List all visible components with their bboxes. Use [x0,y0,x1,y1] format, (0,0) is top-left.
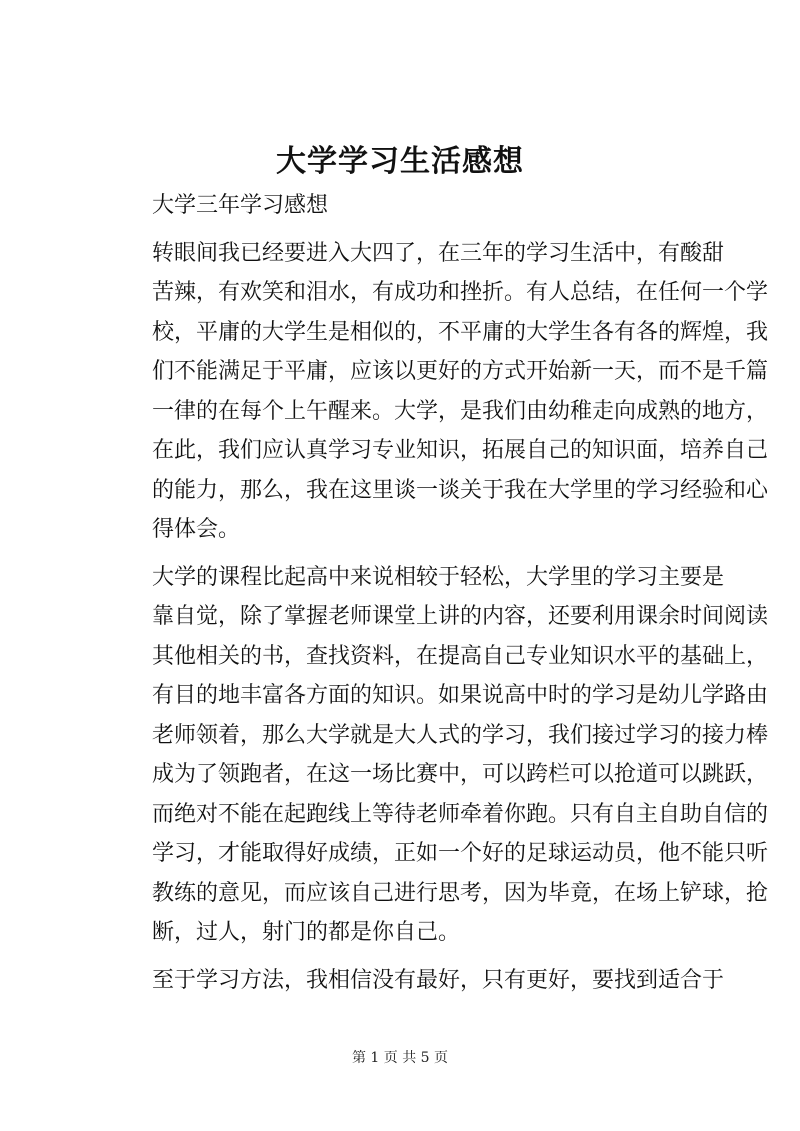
paragraph-2 [108,558,769,953]
page-footer: 第 1 页 共 5 页 [351,1050,449,1066]
paragraph-3 [108,961,725,1001]
text-line: 教练的意见，而应该自己进行思考，因为毕竟，在场上铲球，抢 [152,880,769,906]
text-line: 得体会。 [152,517,241,542]
text-line: 一律的在每个上午醒来。大学，是我们由幼稚走向成熟的地方， [152,398,769,424]
page-title: 大学学习生活感想 [276,144,524,179]
text-line: 至于学习方法，我相信没有最好，只有更好，要找到适合于 [152,967,725,993]
text-line: 在此，我们应认真学习专业知识，拓展自己的知识面，培养自己 [152,438,769,463]
text-line: 的能力，那么，我在这里谈一谈关于我在大学里的学习经验和心 [152,477,769,503]
text-line: 而绝对不能在起跑线上等待老师牵着你跑。只有自主自助自信的 [152,801,769,827]
text-line: 转眼间我已经要进入大四了，在三年的学习生活中，有酸甜 [152,240,725,266]
text-line: 老师领着，那么大学就是大人式的学习，我们接过学习的接力棒 [152,722,769,748]
document-body [108,186,769,1000]
text-line: 苦辣，有欢笑和泪水，有成功和挫折。有人总结，在任何一个学 [152,280,769,305]
text-line: 靠自觉，除了掌握老师课堂上讲的内容，还要利用课余时间阅读 [152,604,769,629]
text-line: 有目的地丰富各方面的知识。如果说高中时的学习是幼儿学路由 [152,683,769,708]
subtitle [108,186,708,226]
text-line: 大学的课程比起高中来说相较于轻松，大学里的学习主要是 [152,564,725,590]
text-line: 学习，才能取得好成绩，正如一个好的足球运动员，他不能只听 [152,841,769,866]
text-line: 们不能满足于平庸，应该以更好的方式开始新一天，而不是千篇 [152,359,769,384]
text-line: 断，过人，射门的都是你自己。 [152,920,461,945]
text-line: 成为了领跑者，在这一场比赛中，可以跨栏可以抢道可以跳跃， [152,762,769,787]
text-line: 其他相关的书，查找资料，在提高自己专业知识水平的基础上， [152,643,769,669]
subtitle-line: 大学三年学习感想 [152,193,329,218]
text-line: 校，平庸的大学生是相似的，不平庸的大学生各有各的辉煌，我 [152,319,769,345]
paragraph-1 [108,234,769,550]
